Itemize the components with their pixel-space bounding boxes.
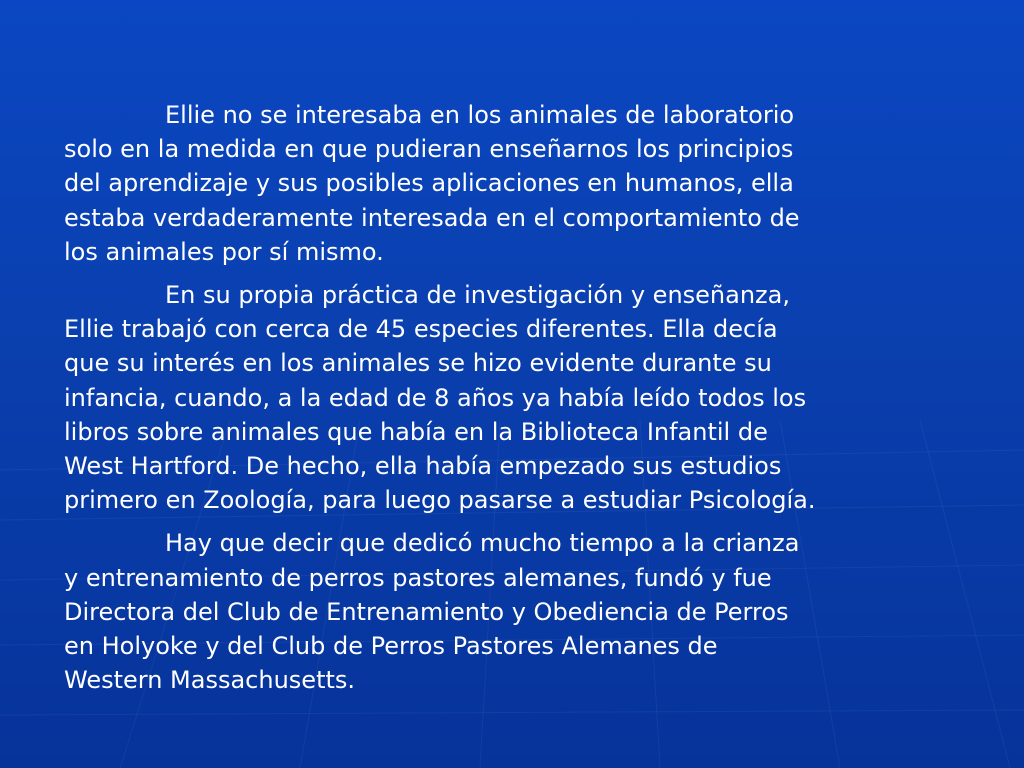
paragraph-1-text: Ellie no se interesaba en los animales de laboratorio solo en la medida en que pudieran enseñarnos los principios del aprendizaje y sus posibles aplicaciones en humanos, ella estaba verdaderamente interesada en el comportamiento de los animales por sí mismo. <box>64 101 800 266</box>
paragraph-1 <box>64 98 964 269</box>
slide-text-body <box>64 98 964 706</box>
paragraph-2 <box>64 278 964 517</box>
paragraph-3-text: Hay que decir que dedicó mucho tiempo a la crianza y entrenamiento de perros pastores alemanes, fundó y fue Directora del Club de Entrenamiento y Obediencia de Perros en Holyoke y del Club de Perros Pastores Alemanes de Western Massachusetts. <box>64 529 800 695</box>
paragraph-2-text: En su propia práctica de investigación y enseñanza, Ellie trabajó con cerca de 45 especies diferentes. Ella decía que su interés en los animales se hizo evidente durante su infancia, cuando, a la edad de 8 años ya había leído todos los libros sobre animales que había en la Biblioteca Infantil de West Hartford. De hecho, ella había empezado sus estudios primero en Zoología, para luego pasarse a estudiar Psicología. <box>64 281 816 515</box>
paragraph-3 <box>64 526 964 697</box>
